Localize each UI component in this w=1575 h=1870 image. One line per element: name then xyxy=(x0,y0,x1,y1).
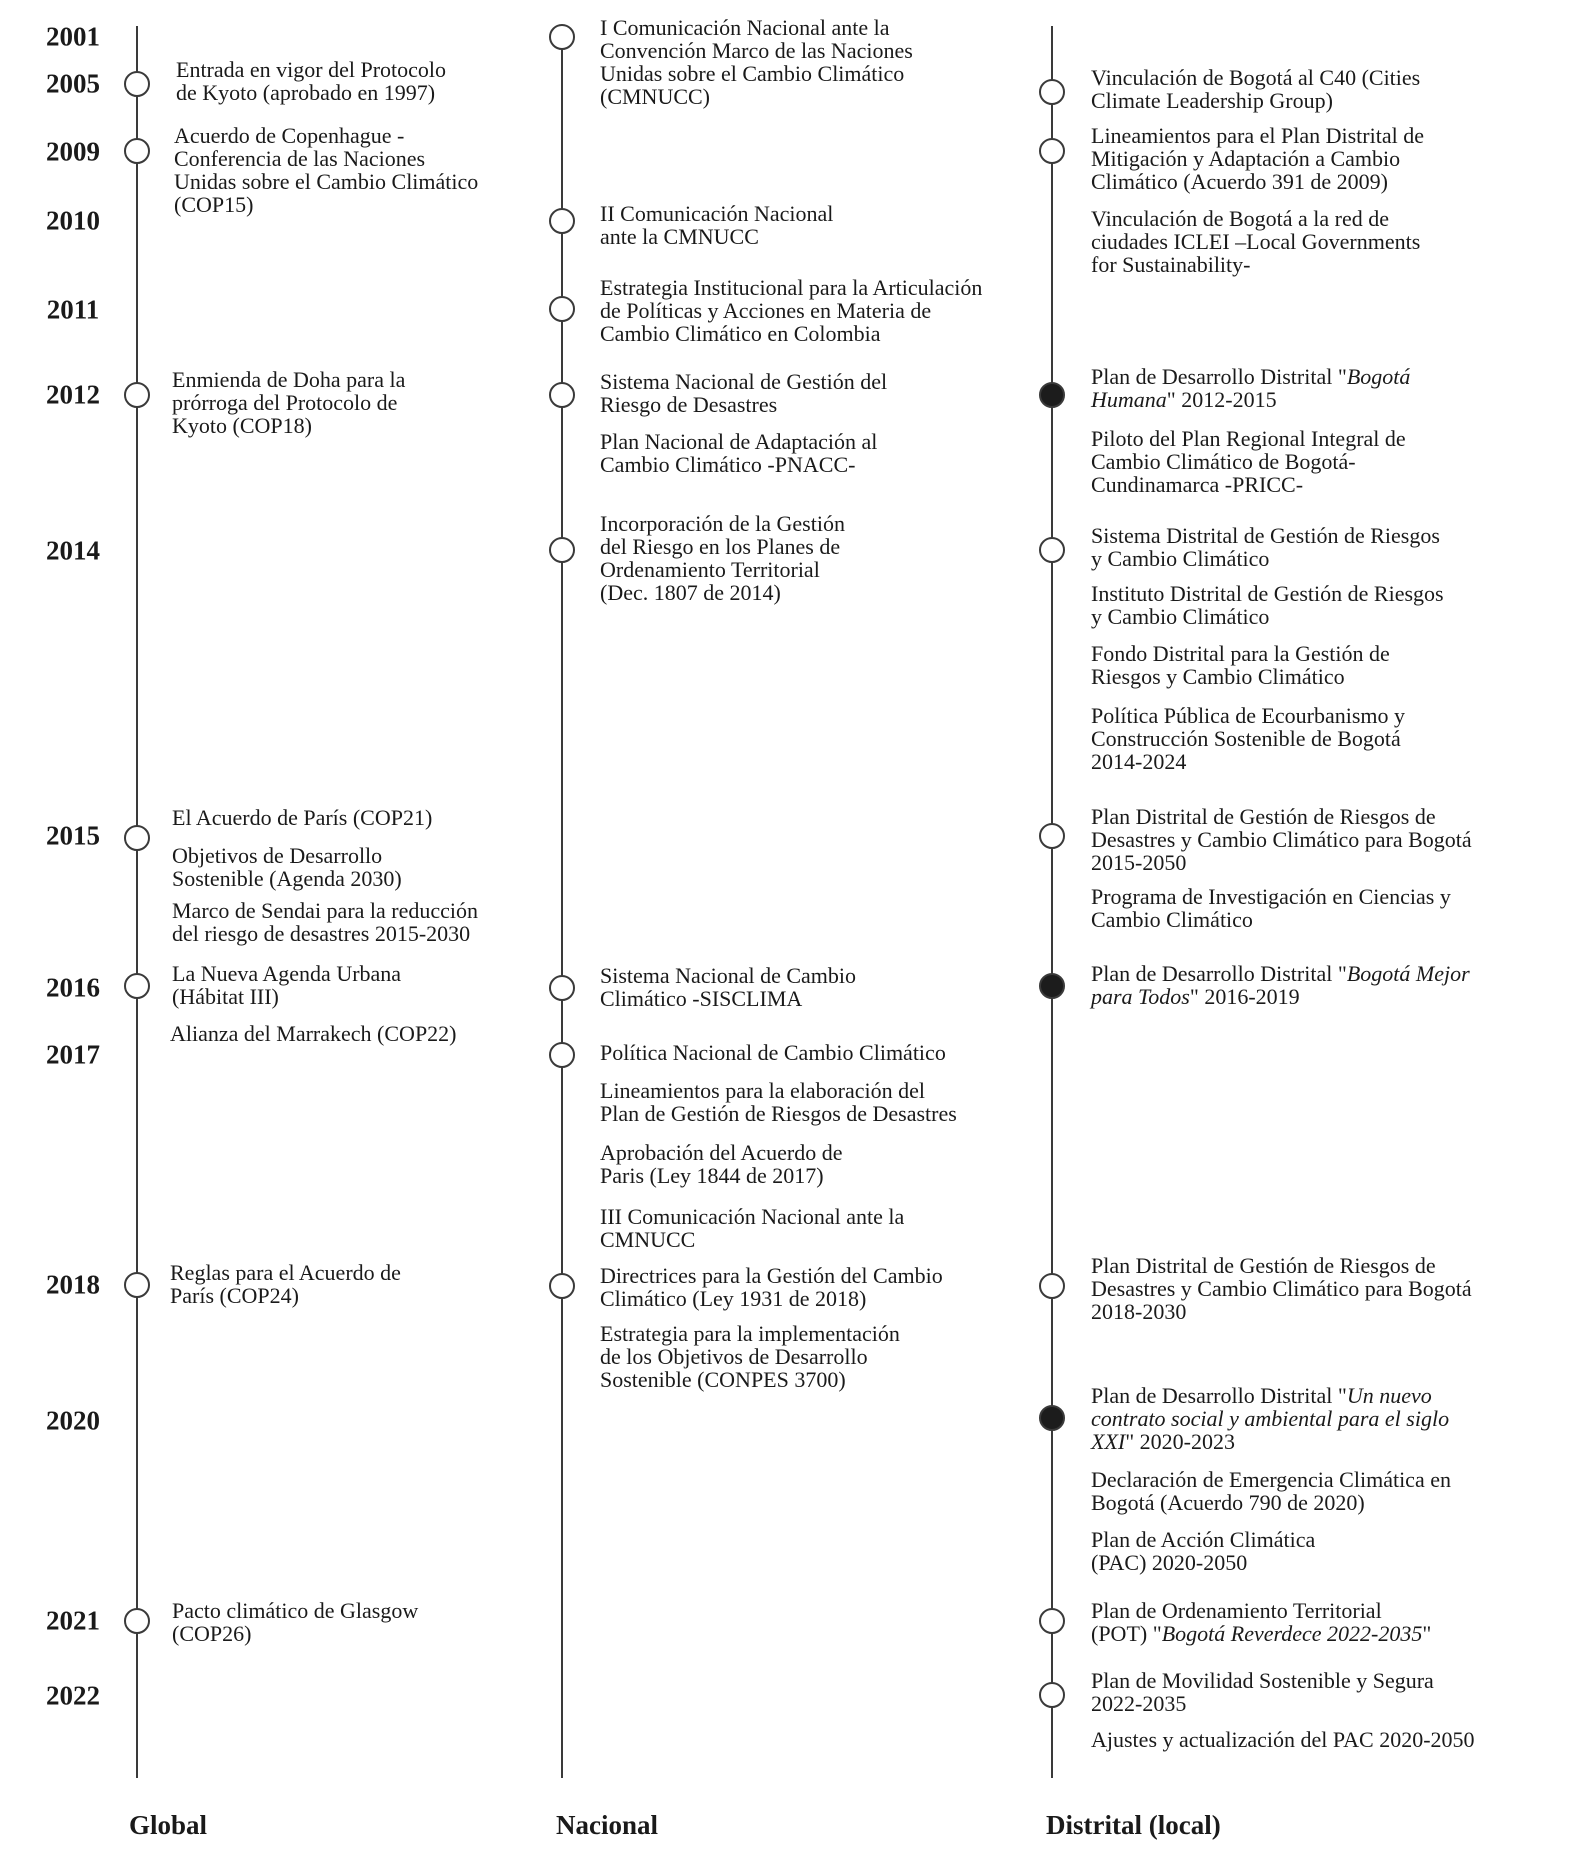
timeline-node-distrital-17 xyxy=(1039,382,1065,408)
timeline-node-global-1 xyxy=(124,138,150,164)
event-distrital-7: Fondo Distrital para la Gestión de Riesgos y Cambio Climático xyxy=(1091,641,1390,689)
event-nacional-1: II Comunicación Nacional ante la CMNUCC xyxy=(600,201,834,249)
timeline-node-nacional-14 xyxy=(549,1273,575,1299)
event-nacional-12: Estrategia para la implementación de los Objetivos de Desarrollo Sostenible (CONPES 3700) xyxy=(600,1321,900,1392)
event-global-2: Enmienda de Doha para la prórroga del Protocolo de Kyoto (COP18) xyxy=(172,367,406,438)
event-nacional-11: Directrices para la Gestión del Cambio Climático (Ley 1931 de 2018) xyxy=(600,1263,943,1311)
timeline-node-distrital-24 xyxy=(1039,1682,1065,1708)
event-nacional-7: Política Nacional de Cambio Climático xyxy=(600,1040,946,1065)
timeline-node-global-5 xyxy=(124,1272,150,1298)
timeline-node-global-2 xyxy=(124,382,150,408)
year-label-2015: 2015 xyxy=(46,820,100,851)
timeline-node-nacional-8 xyxy=(549,208,575,234)
year-label-2012: 2012 xyxy=(46,379,100,410)
event-distrital-5: Sistema Distrital de Gestión de Riesgos y Cambio Climático xyxy=(1091,523,1440,571)
timeline-axis-nacional xyxy=(561,26,563,1778)
event-distrital-17: Plan de Movilidad Sostenible y Segura 2022-2035 xyxy=(1091,1668,1434,1716)
event-nacional-2: Estrategia Institucional para la Articulación de Políticas y Acciones en Materia de Cambio Climático en Colombia xyxy=(600,275,983,346)
event-nacional-0: I Comunicación Nacional ante la Convención Marco de las Naciones Unidas sobre el Cambio Climático (CMNUCC) xyxy=(600,15,913,109)
timeline-node-nacional-7 xyxy=(549,24,575,50)
timeline-node-global-3 xyxy=(124,825,150,851)
year-label-2011: 2011 xyxy=(46,294,100,325)
event-distrital-13: Plan de Desarrollo Distrital "Un nuevo contrato social y ambiental para el siglo XXI" 2020-2023 xyxy=(1091,1383,1450,1454)
timeline-node-global-4 xyxy=(124,973,150,999)
year-label-2001: 2001 xyxy=(46,21,100,52)
timeline-node-nacional-10 xyxy=(549,382,575,408)
event-nacional-8: Lineamientos para la elaboración del Plan de Gestión de Riesgos de Desastres xyxy=(600,1078,957,1126)
event-global-9: Pacto climático de Glasgow (COP26) xyxy=(172,1598,419,1646)
event-distrital-11: Plan de Desarrollo Distrital "Bogotá Mejor para Todos" 2016-2019 xyxy=(1091,961,1470,1009)
year-label-2005: 2005 xyxy=(46,68,100,99)
column-label-global: Global xyxy=(129,1810,208,1840)
event-nacional-4: Plan Nacional de Adaptación al Cambio Climático -PNACC- xyxy=(600,429,878,477)
event-global-1: Acuerdo de Copenhague - Conferencia de las Naciones Unidas sobre el Cambio Climático (COP15) xyxy=(174,123,479,217)
timeline-node-distrital-18 xyxy=(1039,537,1065,563)
column-label-distrital: Distrital (local) xyxy=(1046,1810,1221,1840)
event-nacional-9: Aprobación del Acuerdo de Paris (Ley 1844 de 2017) xyxy=(600,1140,843,1188)
year-label-2021: 2021 xyxy=(46,1605,100,1636)
timeline-node-distrital-16 xyxy=(1039,138,1065,164)
timeline-node-distrital-22 xyxy=(1039,1405,1065,1431)
year-label-2017: 2017 xyxy=(46,1039,100,1070)
event-distrital-14: Declaración de Emergencia Climática en Bogotá (Acuerdo 790 de 2020) xyxy=(1091,1467,1451,1515)
timeline-node-distrital-20 xyxy=(1039,973,1065,999)
year-label-2018: 2018 xyxy=(46,1269,100,1300)
year-label-2014: 2014 xyxy=(46,535,100,566)
timeline-axis-global xyxy=(136,26,138,1778)
timeline-node-global-0 xyxy=(124,71,150,97)
event-global-3: El Acuerdo de París (COP21) xyxy=(172,805,433,830)
event-distrital-15: Plan de Acción Climática (PAC) 2020-2050 xyxy=(1091,1527,1316,1575)
year-label-2022: 2022 xyxy=(46,1680,100,1711)
event-nacional-5: Incorporación de la Gestión del Riesgo en los Planes de Ordenamiento Territorial (Dec. 1807 de 2014) xyxy=(600,511,845,605)
event-distrital-3: Plan de Desarrollo Distrital "Bogotá Humana" 2012-2015 xyxy=(1091,364,1411,412)
event-nacional-10: III Comunicación Nacional ante la CMNUCC xyxy=(600,1204,905,1252)
event-nacional-3: Sistema Nacional de Gestión del Riesgo de Desastres xyxy=(600,369,888,417)
year-label-2016: 2016 xyxy=(46,972,100,1003)
timeline-node-nacional-13 xyxy=(549,1042,575,1068)
timeline-node-global-6 xyxy=(124,1608,150,1634)
event-distrital-9: Plan Distrital de Gestión de Riesgos de Desastres y Cambio Climático para Bogotá 2015-2050 xyxy=(1091,804,1472,875)
event-distrital-16: Plan de Ordenamiento Territorial (POT) "Bogotá Reverdece 2022-2035" xyxy=(1091,1598,1432,1646)
event-distrital-2: Vinculación de Bogotá a la red de ciudades ICLEI –Local Governments for Sustainability- xyxy=(1091,206,1421,277)
year-label-2009: 2009 xyxy=(46,136,100,167)
timeline-node-distrital-15 xyxy=(1039,79,1065,105)
event-distrital-12: Plan Distrital de Gestión de Riesgos de Desastres y Cambio Climático para Bogotá 2018-2030 xyxy=(1091,1253,1472,1324)
event-distrital-10: Programa de Investigación en Ciencias y Cambio Climático xyxy=(1091,884,1451,932)
timeline-node-nacional-12 xyxy=(549,975,575,1001)
event-global-5: Marco de Sendai para la reducción del riesgo de desastres 2015-2030 xyxy=(172,898,479,946)
timeline-node-distrital-19 xyxy=(1039,823,1065,849)
event-global-7: Alianza del Marrakech (COP22) xyxy=(170,1021,457,1046)
event-global-0: Entrada en vigor del Protocolo de Kyoto (aprobado en 1997) xyxy=(176,57,447,105)
timeline-node-distrital-23 xyxy=(1039,1608,1065,1634)
event-distrital-1: Lineamientos para el Plan Distrital de Mitigación y Adaptación a Cambio Climático (Acuerdo 391 de 2009) xyxy=(1091,123,1424,194)
event-distrital-8: Política Pública de Ecourbanismo y Construcción Sostenible de Bogotá 2014-2024 xyxy=(1091,703,1406,774)
timeline-node-nacional-11 xyxy=(549,537,575,563)
column-label-nacional: Nacional xyxy=(556,1810,659,1840)
timeline-axis-distrital xyxy=(1051,26,1053,1778)
event-global-6: La Nueva Agenda Urbana (Hábitat III) xyxy=(172,961,402,1009)
event-global-8: Reglas para el Acuerdo de París (COP24) xyxy=(170,1260,401,1308)
event-distrital-0: Vinculación de Bogotá al C40 (Cities Climate Leadership Group) xyxy=(1091,65,1421,113)
event-nacional-6: Sistema Nacional de Cambio Climático -SISCLIMA xyxy=(600,963,856,1011)
year-label-2020: 2020 xyxy=(46,1405,100,1436)
event-global-4: Objetivos de Desarrollo Sostenible (Agenda 2030) xyxy=(172,843,402,891)
timeline-node-nacional-9 xyxy=(549,296,575,322)
timeline-node-distrital-21 xyxy=(1039,1273,1065,1299)
event-distrital-18: Ajustes y actualización del PAC 2020-2050 xyxy=(1091,1727,1475,1752)
event-distrital-4: Piloto del Plan Regional Integral de Cambio Climático de Bogotá- Cundinamarca -PRICC- xyxy=(1091,426,1406,497)
year-label-2010: 2010 xyxy=(46,205,100,236)
event-distrital-6: Instituto Distrital de Gestión de Riesgos y Cambio Climático xyxy=(1091,581,1444,629)
